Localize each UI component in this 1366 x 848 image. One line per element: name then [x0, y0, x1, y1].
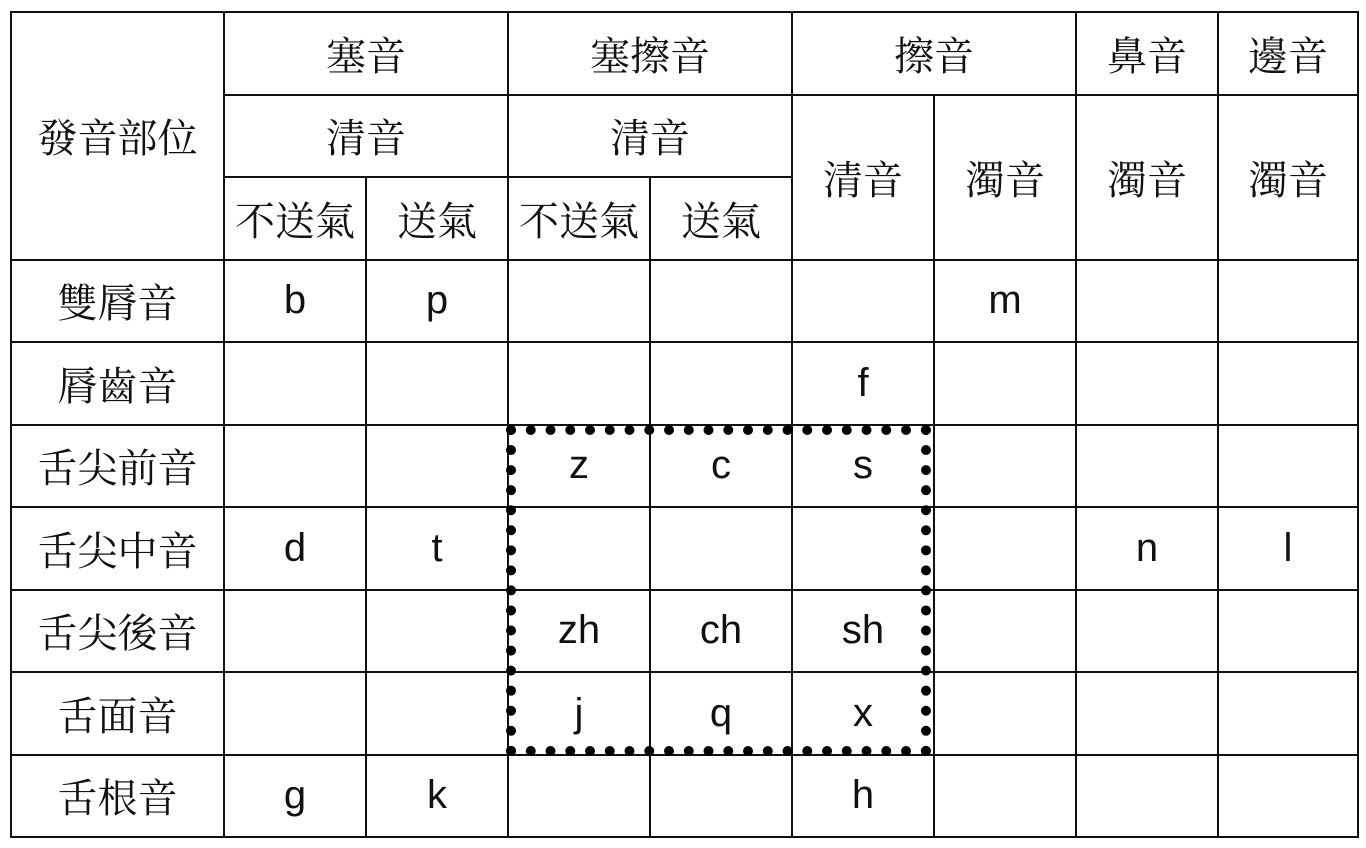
- lateral-voicing-header: 濁音: [1218, 95, 1358, 260]
- table-row: [11, 260, 1358, 343]
- consonant-cell: [1218, 590, 1358, 673]
- consonant-cell: [1076, 342, 1218, 425]
- consonant-cell: z: [508, 425, 650, 508]
- consonant-cell: [934, 590, 1076, 673]
- consonant-cell: sh: [792, 590, 934, 673]
- consonant-cell: [934, 342, 1076, 425]
- consonant-cell: [508, 260, 650, 343]
- consonant-cell: [1218, 755, 1358, 838]
- consonant-cell: j: [508, 672, 650, 755]
- consonant-cell: s: [792, 425, 934, 508]
- row-place-label: 舌面音: [11, 672, 224, 755]
- table-row: [11, 672, 1358, 755]
- consonant-cell: [366, 342, 508, 425]
- row-place-label: 脣齒音: [11, 342, 224, 425]
- table-row: [11, 342, 1358, 425]
- consonant-cell: [1076, 755, 1218, 838]
- consonant-cell: [224, 590, 366, 673]
- consonant-cell: b: [224, 260, 366, 343]
- consonant-cell: ch: [650, 590, 792, 673]
- table-row: [11, 590, 1358, 673]
- consonant-cell: [792, 507, 934, 590]
- consonant-cell: [934, 755, 1076, 838]
- consonant-cell: [650, 755, 792, 838]
- row-place-label: 舌尖中音: [11, 507, 224, 590]
- consonant-cell: n: [1076, 507, 1218, 590]
- consonant-cell: [650, 342, 792, 425]
- consonant-cell: d: [224, 507, 366, 590]
- consonant-cell: [1076, 425, 1218, 508]
- manner-fricative-header: 擦音: [792, 12, 1076, 95]
- consonant-cell: [1076, 260, 1218, 343]
- consonant-cell: zh: [508, 590, 650, 673]
- consonant-cell: [650, 260, 792, 343]
- consonant-cell: t: [366, 507, 508, 590]
- consonant-cell: [224, 425, 366, 508]
- consonant-cell: g: [224, 755, 366, 838]
- manner-affricate-header: 塞擦音: [508, 12, 792, 95]
- consonant-cell: x: [792, 672, 934, 755]
- consonant-chart: [10, 11, 1357, 838]
- place-of-articulation-header: 發音部位: [11, 12, 224, 260]
- consonant-cell: [366, 425, 508, 508]
- affricate-aspirated-header: 送氣: [650, 177, 792, 260]
- consonant-cell: [508, 755, 650, 838]
- manner-nasal-header: 鼻音: [1076, 12, 1218, 95]
- affricate-unaspirated-header: 不送氣: [508, 177, 650, 260]
- consonant-cell: [1076, 590, 1218, 673]
- consonant-cell: l: [1218, 507, 1358, 590]
- consonant-cell: h: [792, 755, 934, 838]
- consonant-cell: [1218, 425, 1358, 508]
- consonant-cell: [1076, 672, 1218, 755]
- consonant-cell: [224, 672, 366, 755]
- consonant-cell: [1218, 342, 1358, 425]
- consonant-cell: [934, 672, 1076, 755]
- consonant-cell: [508, 507, 650, 590]
- consonant-cell: [224, 342, 366, 425]
- consonant-cell: p: [366, 260, 508, 343]
- nasal-voicing-header: 濁音: [1076, 95, 1218, 260]
- table-row: [11, 755, 1358, 838]
- consonant-cell: [934, 507, 1076, 590]
- stop-aspirated-header: 送氣: [366, 177, 508, 260]
- fricative-voiceless-header: 清音: [792, 95, 934, 260]
- consonant-cell: [1218, 260, 1358, 343]
- consonant-cell: c: [650, 425, 792, 508]
- consonant-cell: [792, 260, 934, 343]
- stop-voicing-header: 清音: [224, 95, 508, 178]
- stop-unaspirated-header: 不送氣: [224, 177, 366, 260]
- consonant-cell: [366, 672, 508, 755]
- row-place-label: 舌根音: [11, 755, 224, 838]
- affricate-voicing-header: 清音: [508, 95, 792, 178]
- consonant-cell: q: [650, 672, 792, 755]
- row-place-label: 舌尖前音: [11, 425, 224, 508]
- consonant-cell: m: [934, 260, 1076, 343]
- consonant-cell: f: [792, 342, 934, 425]
- row-place-label: 舌尖後音: [11, 590, 224, 673]
- consonant-cell: [1218, 672, 1358, 755]
- consonant-cell: k: [366, 755, 508, 838]
- consonant-cell: [650, 507, 792, 590]
- fricative-voiced-header: 濁音: [934, 95, 1076, 260]
- row-place-label: 雙脣音: [11, 260, 224, 343]
- manner-stop-header: 塞音: [224, 12, 508, 95]
- consonant-cell: [934, 425, 1076, 508]
- table-row: [11, 507, 1358, 590]
- manner-lateral-header: 邊音: [1218, 12, 1358, 95]
- consonant-cell: [366, 590, 508, 673]
- consonant-cell: [508, 342, 650, 425]
- table-row: [11, 425, 1358, 508]
- consonant-table: [10, 11, 1359, 838]
